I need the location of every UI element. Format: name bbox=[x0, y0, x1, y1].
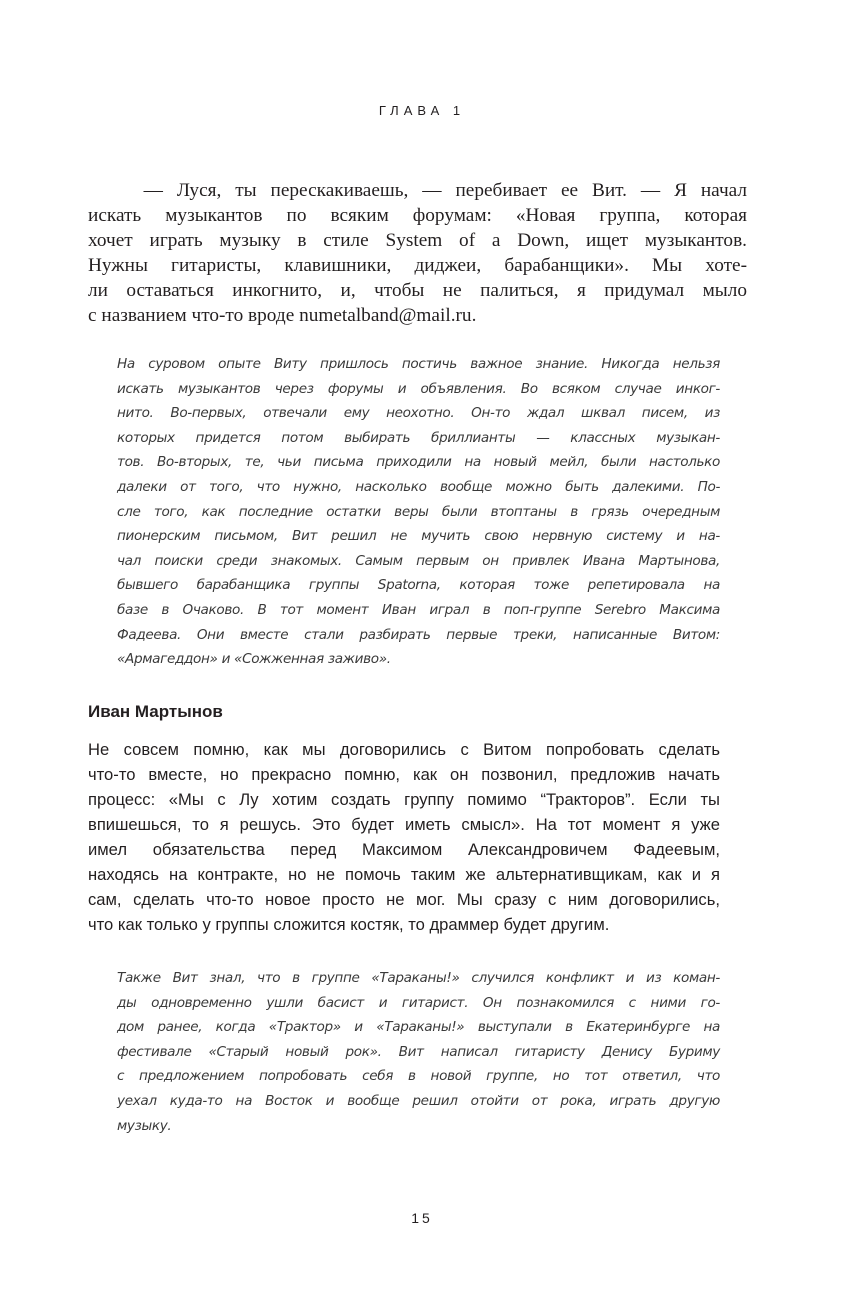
text-line: что-то вместе, но прекрасно помню, как он позвонил, предложив начать bbox=[88, 765, 720, 784]
text-line: Нужны гитаристы, клавишники, диджеи, барабанщики». Мы хоте- bbox=[88, 255, 747, 276]
narration-block-1 bbox=[117, 352, 720, 672]
text-line: чал поиски среди знакомых. Самым первым он привлек Ивана Мартынова, bbox=[117, 552, 720, 569]
dialogue-paragraph bbox=[88, 178, 747, 328]
text-line: «Армагеддон» и «Сожженная заживо». bbox=[117, 651, 391, 668]
interview-paragraph bbox=[88, 737, 720, 937]
text-line: фестивале «Старый новый рок». Вит написал гитаристу Денису Буриму bbox=[117, 1043, 720, 1060]
text-line: хочет играть музыку в стиле System of a Down, ищет музыкантов. bbox=[88, 230, 747, 251]
text-line: находясь на контракте, но не помочь таким же альтернативщикам, как и я bbox=[88, 865, 720, 884]
text-line: бывшего барабанщика группы Spatorna, которая тоже репетировала на bbox=[117, 577, 720, 594]
text-line: Не совсем помню, как мы договорились с Витом попробовать сделать bbox=[88, 740, 720, 759]
text-line: искать музыкантов через форумы и объявления. Во всяком случае инког- bbox=[117, 380, 720, 397]
text-line: процесс: «Мы с Лу хотим создать группу помимо “Тракторов”. Если ты bbox=[88, 790, 720, 809]
text-line: впишешься, то я решусь. Это будет иметь смысл». На тот момент я уже bbox=[88, 815, 720, 834]
text-line: ды одновременно ушли басист и гитарист. Он познакомился с ними го- bbox=[117, 994, 720, 1011]
section-heading: Иван Мартынов bbox=[88, 702, 223, 721]
text-line: Фадеева. Они вместе стали разбирать первые треки, написанные Витом: bbox=[117, 626, 720, 643]
text-line: музыку. bbox=[117, 1117, 172, 1134]
text-line: уехал куда-то на Восток и вообще решил отойти от рока, играть другую bbox=[117, 1092, 720, 1109]
narration-block-2 bbox=[117, 966, 720, 1138]
text-line: с предложением попробовать себя в новой группе, но тот ответил, что bbox=[117, 1068, 720, 1085]
text-line: — Луся, ты перескакиваешь, — перебивает ее Вит. — Я начал bbox=[88, 180, 747, 201]
text-line: с названием что-то вроде numetalband@mail.ru. bbox=[88, 305, 477, 326]
text-line: далеки от того, что нужно, насколько вообще можно быть далекими. По- bbox=[117, 478, 720, 495]
text-line: На суровом опыте Виту пришлось постичь важное знание. Никогда нельзя bbox=[117, 356, 720, 372]
text-line: ли оставаться инкогнито, и, чтобы не палиться, я придумал мыло bbox=[88, 280, 747, 301]
text-line: имел обязательства перед Максимом Александровичем Фадеевым, bbox=[88, 840, 720, 859]
text-line: пионерским письмом, Вит решил не мучить свою нервную систему и на- bbox=[117, 528, 720, 545]
text-line: базе в Очаково. В тот момент Иван играл в поп-группе Serebro Максима bbox=[117, 601, 720, 618]
text-line: нито. Во-первых, отвечали ему неохотно. Он-то ждал шквал писем, из bbox=[117, 405, 720, 422]
text-line: сам, сделать что-то новое просто не мог. Мы сразу с ним договорились, bbox=[88, 890, 720, 909]
page-number: 15 bbox=[411, 1210, 433, 1226]
text-line: Также Вит знал, что в группе «Тараканы!» случился конфликт и из коман- bbox=[117, 970, 720, 986]
running-head: ГЛАВА 1 bbox=[378, 103, 466, 118]
text-line: что как только у группы сложится костяк, то драммер будет другим. bbox=[88, 915, 610, 934]
text-line: сле того, как последние остатки веры были втоптаны в грязь очередным bbox=[117, 503, 720, 520]
text-line: тов. Во-вторых, те, чьи письма приходили на новый мейл, были настолько bbox=[117, 454, 720, 471]
text-line: которых придется потом выбирать бриллианты — классных музыкан- bbox=[117, 429, 720, 446]
text-line: искать музыкантов по всяким форумам: «Новая группа, которая bbox=[88, 205, 747, 226]
text-line: дом ранее, когда «Трактор» и «Тараканы!» выступали в Екатеринбурге на bbox=[117, 1019, 720, 1036]
